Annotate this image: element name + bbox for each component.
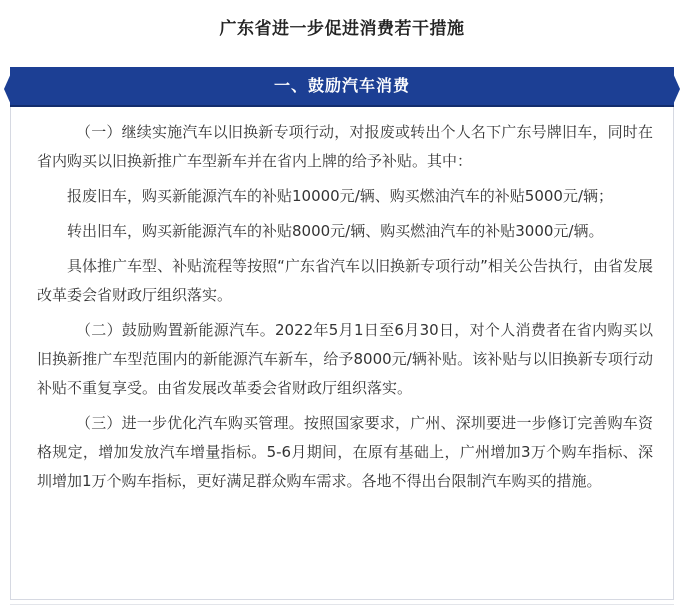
paragraph-scrap-subsidy: 报废旧车，购买新能源汽车的补贴10000元/辆、购买燃油汽车的补贴5000元/辆； (67, 187, 614, 205)
paragraph-new-energy-vehicles: （二）鼓励购置新能源汽车。2022年5月1日至6月30日，对个人消费者在省内购买以旧换新推广车型范围内的新能源汽车新车，给予8000元/辆补贴。该补贴与以旧换新专项行动补贴不重复享受。由省发展改革委会省财政厅组织落实。 (37, 321, 653, 397)
bottom-divider (10, 604, 674, 605)
paragraph-purchase-management: （三）进一步优化汽车购买管理。按照国家要求，广州、深圳要进一步修订完善购车资格规定，增加发放汽车增量指标。5-6月期间，在原有基础上，广州增加3万个购车指标、深圳增加1万个购车指标，更好满足群众购车需求。各地不得出台限制汽车购买的措施。 (37, 414, 653, 490)
document-title: 广东省进一步促进消费若干措施 (219, 19, 465, 39)
paragraph-trade-in-program: （一）继续实施汽车以旧换新专项行动，对报废或转出个人名下广东号牌旧车，同时在省内购买以旧换新推广车型新车并在省内上牌的给予补贴。其中： (37, 123, 653, 170)
section-body (37, 118, 653, 502)
section-heading: 一、鼓励汽车消费 (273, 76, 410, 95)
paragraph-transfer-subsidy: 转出旧车，购买新能源汽车的补贴8000元/辆、购买燃油汽车的补贴3000元/辆。 (67, 222, 604, 240)
paragraph-implementation: 具体推广车型、补贴流程等按照“广东省汽车以旧换新专项行动”相关公告执行，由省发展改革委会省财政厅组织落实。 (37, 257, 653, 304)
section-banner (10, 67, 674, 107)
